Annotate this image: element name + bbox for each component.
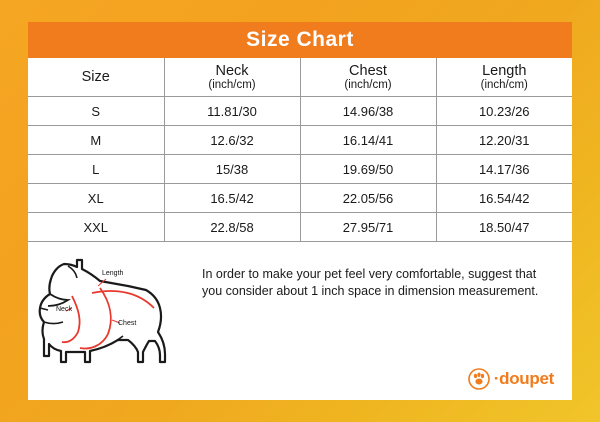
diagram-label-length: Length	[102, 270, 124, 277]
table-row	[28, 97, 572, 126]
note-section	[28, 242, 572, 370]
cell-chest: 16.14/41	[300, 126, 436, 155]
column-header-size-main: Size	[81, 69, 110, 85]
cell-chest: 27.95/71	[300, 213, 436, 242]
cell-neck: 11.81/30	[164, 97, 300, 126]
column-header-chest	[300, 58, 436, 97]
column-header-size	[28, 58, 164, 97]
note-text: In order to make your pet feel very comfortable, suggest that you consider about 1 inch space in dimension measurement.	[202, 267, 539, 298]
cell-chest: 22.05/56	[300, 184, 436, 213]
column-header-neck	[164, 58, 300, 97]
cell-neck: 15/38	[164, 155, 300, 184]
cell-chest: 19.69/50	[300, 155, 436, 184]
cell-length: 12.20/31	[436, 126, 572, 155]
cell-size: S	[28, 97, 164, 126]
cell-neck: 22.8/58	[164, 213, 300, 242]
page-title: Size Chart	[246, 28, 354, 51]
diagram-label-chest: Chest	[118, 320, 137, 327]
table-row	[28, 213, 572, 242]
column-header-length	[436, 58, 572, 97]
cell-neck: 16.5/42	[164, 184, 300, 213]
size-chart-card	[28, 22, 572, 400]
table-row	[28, 155, 572, 184]
cell-size: XL	[28, 184, 164, 213]
column-header-neck-main: Neck	[215, 62, 249, 79]
brand-footer	[468, 368, 554, 390]
cell-length: 10.23/26	[436, 97, 572, 126]
diagram-label-neck: Neck	[56, 306, 72, 313]
paw-logo-icon	[468, 368, 490, 390]
cell-size: M	[28, 126, 164, 155]
column-header-chest-main: Chest	[349, 62, 387, 79]
cell-neck: 12.6/32	[164, 126, 300, 155]
chart-header	[28, 22, 572, 58]
cell-chest: 14.96/38	[300, 97, 436, 126]
size-table-head	[28, 58, 572, 97]
table-row	[28, 126, 572, 155]
column-header-length-sub: (inch/cm)	[480, 78, 528, 91]
size-table	[28, 58, 572, 242]
dog-illustration-icon	[28, 248, 198, 370]
cell-length: 14.17/36	[436, 155, 572, 184]
cell-length: 16.54/42	[436, 184, 572, 213]
cell-size: XXL	[28, 213, 164, 242]
cell-size: L	[28, 155, 164, 184]
column-header-length-main: Length	[482, 62, 527, 79]
cell-length: 18.50/47	[436, 213, 572, 242]
table-row	[28, 184, 572, 213]
column-header-chest-sub: (inch/cm)	[344, 78, 392, 91]
brand-name: ·doupet	[493, 369, 554, 388]
table-header-row	[28, 58, 572, 97]
dog-measurement-diagram	[28, 248, 198, 370]
column-header-neck-sub: (inch/cm)	[208, 78, 256, 91]
size-table-body	[28, 97, 572, 242]
